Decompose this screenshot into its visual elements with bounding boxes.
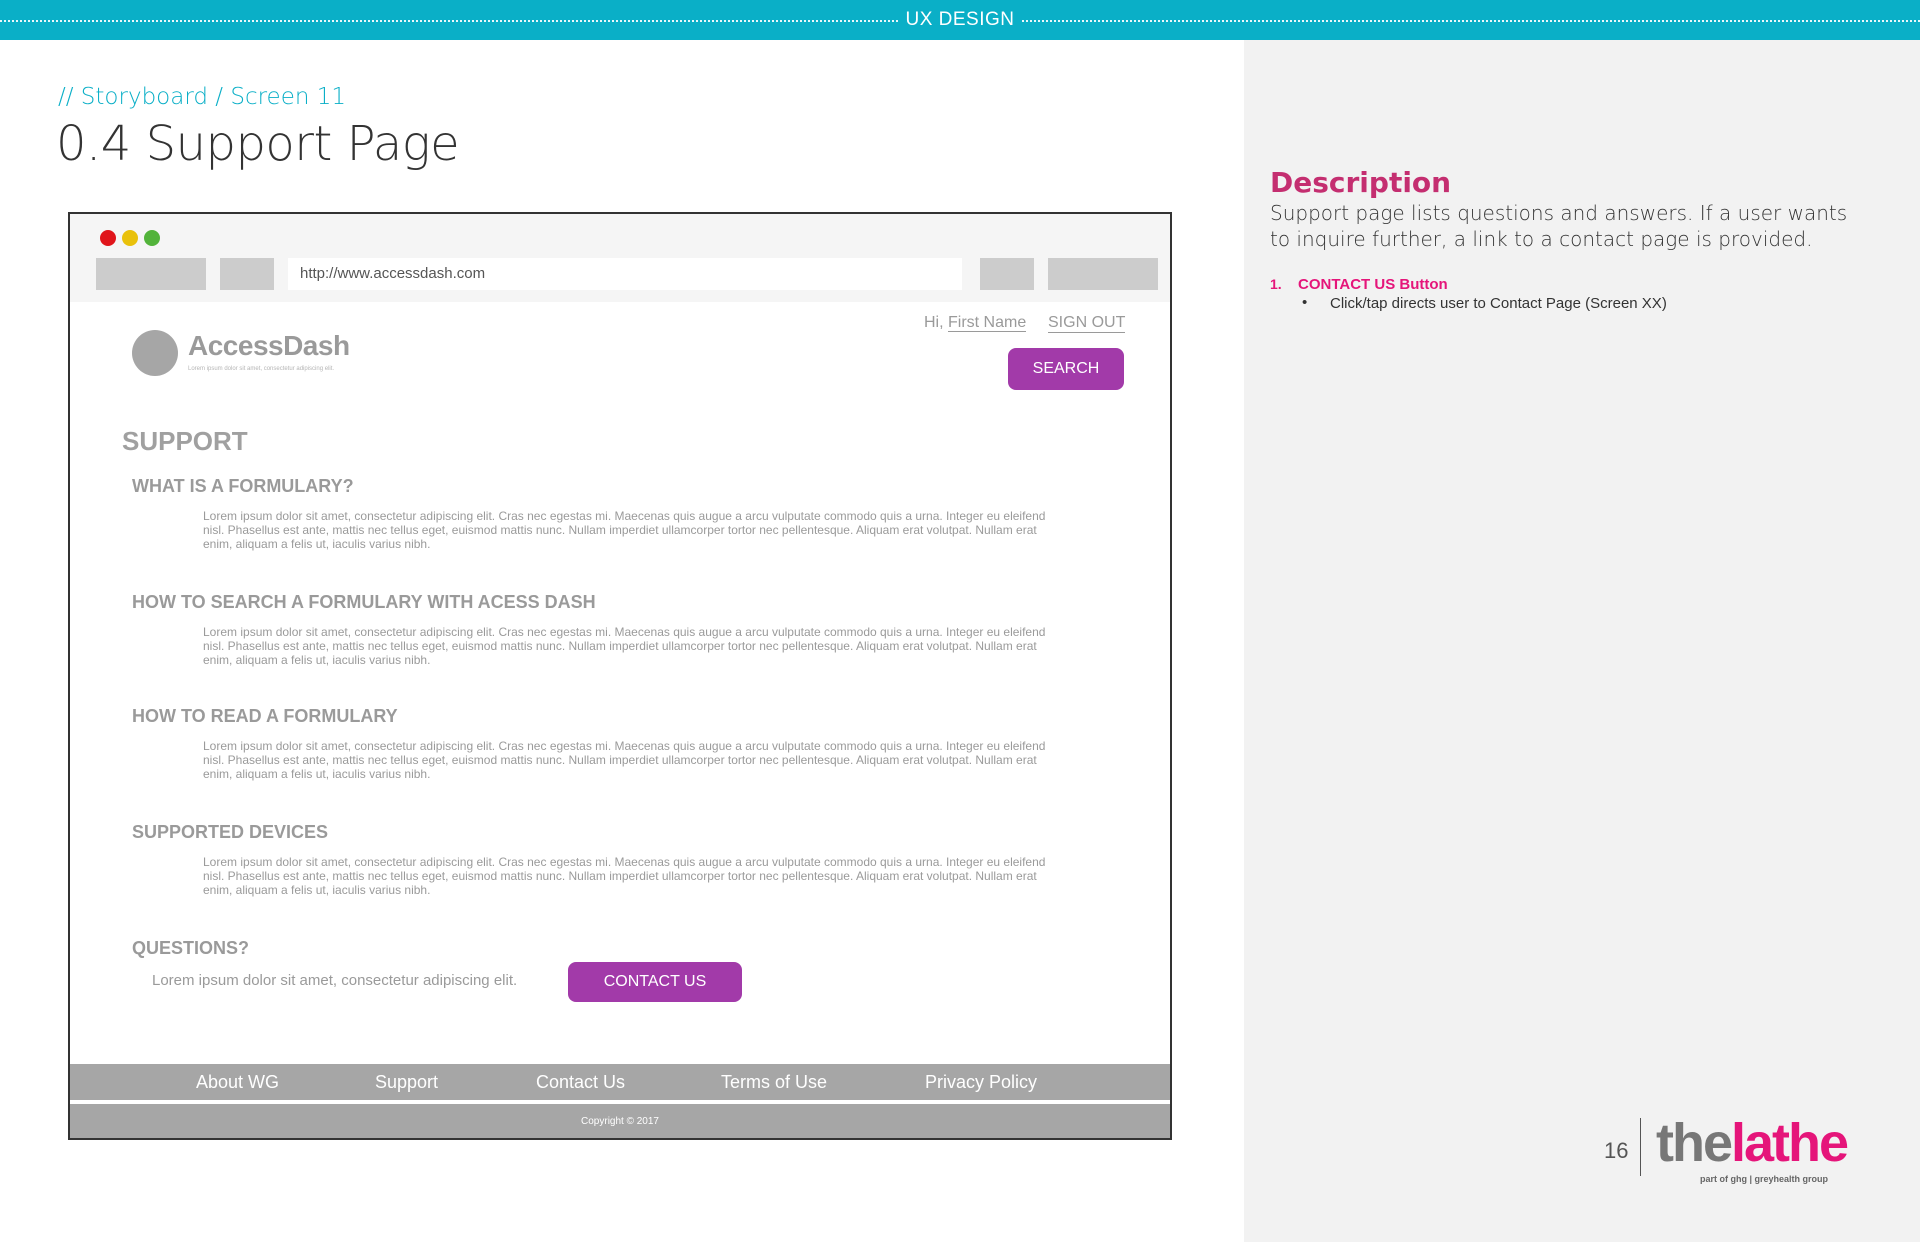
top-banner xyxy=(0,0,1920,40)
faq-question: SUPPORTED DEVICES xyxy=(132,822,329,842)
browser-mockup xyxy=(68,212,1172,1140)
brand-logo xyxy=(1656,1112,1847,1174)
copyright: Copyright © 2017 xyxy=(581,1116,659,1127)
annotation-number: 1. xyxy=(1270,276,1282,292)
footer-link-privacy[interactable]: Privacy Policy xyxy=(925,1072,1038,1092)
brand-logo-part2: lathe xyxy=(1731,1113,1848,1173)
toolbar-button-placeholder[interactable] xyxy=(980,258,1034,290)
brand-tagline: part of ghg | greyhealth group xyxy=(1700,1174,1829,1184)
faq-item xyxy=(132,476,1063,551)
footer-link-about[interactable]: About WG xyxy=(196,1072,280,1092)
faq-item xyxy=(132,592,1063,667)
maximize-window-icon[interactable] xyxy=(144,230,160,246)
footer-link-support[interactable]: Support xyxy=(375,1072,439,1092)
description-heading: Description xyxy=(1270,166,1452,199)
brand-logo-part1: the xyxy=(1656,1113,1731,1173)
search-button[interactable]: SEARCH xyxy=(1008,348,1124,390)
annotation-detail: Click/tap directs user to Contact Page (Screen XX) xyxy=(1330,295,1667,312)
support-heading: SUPPORT xyxy=(122,426,248,456)
faq-answer: Lorem ipsum dolor sit amet, consectetur adipiscing elit. Cras nec egestas mi. Maecenas quis augue a arcu vulputate commodo quis a urna. Integer eu eleifend nisl. Phasellus est ante, mattis nec tellus eget, euismod mattis nunc. Nullam imperdiet ullamcorper tortor nec pellentesque. Aliquam erat volutpat. Nullam erat enim, aliquam a felis ut, iaculis varius nibh. xyxy=(203,855,1046,897)
page-title: 0.4 Support Page xyxy=(56,116,460,172)
minimize-window-icon[interactable] xyxy=(122,230,138,246)
logo-tagline: Lorem ipsum dolor sit amet, consectetur adipiscing elit. xyxy=(188,366,335,372)
browser-chrome xyxy=(70,214,1170,302)
bullet-icon: • xyxy=(1302,294,1308,311)
description-text: Support page lists questions and answers. If a user wants to inquire further, a link to a contact page is provided. xyxy=(1270,201,1848,251)
faq-item xyxy=(132,706,1063,781)
footer-divider xyxy=(70,1100,1170,1104)
toolbar-button-placeholder-wide[interactable] xyxy=(1048,258,1158,290)
faq-question: HOW TO READ A FORMULARY xyxy=(132,706,398,726)
back-button-placeholder[interactable] xyxy=(96,258,206,290)
greeting-prefix: Hi, xyxy=(924,314,948,331)
close-window-icon[interactable] xyxy=(100,230,116,246)
breadcrumb: // Storyboard / Screen 11 xyxy=(58,84,347,110)
banner-label: UX DESIGN xyxy=(905,9,1015,30)
faq-question: HOW TO SEARCH A FORMULARY WITH ACESS DASH xyxy=(132,592,596,612)
page-number-divider xyxy=(1640,1118,1641,1176)
questions-heading: QUESTIONS? xyxy=(132,938,250,958)
footer-link-contact[interactable]: Contact Us xyxy=(536,1072,626,1092)
faq-answer: Lorem ipsum dolor sit amet, consectetur adipiscing elit. Cras nec egestas mi. Maecenas quis augue a arcu vulputate commodo quis a urna. Integer eu eleifend nisl. Phasellus est ante, mattis nec tellus eget, euismod mattis nunc. Nullam imperdiet ullamcorper tortor nec pellentesque. Aliquam erat volutpat. Nullam erat enim, aliquam a felis ut, iaculis varius nibh. xyxy=(203,625,1046,667)
faq-question: WHAT IS A FORMULARY? xyxy=(132,476,354,496)
sign-out-link[interactable]: SIGN OUT xyxy=(1048,314,1126,331)
questions-text: Lorem ipsum dolor sit amet, consectetur adipiscing elit. xyxy=(152,972,518,989)
footer-link-terms[interactable]: Terms of Use xyxy=(721,1072,828,1092)
site-footer xyxy=(70,1064,1170,1138)
faq-item xyxy=(132,822,1063,897)
annotation-title: CONTACT US Button xyxy=(1298,276,1448,293)
logo-icon xyxy=(132,330,178,376)
user-greeting xyxy=(924,314,1026,332)
faq-answer: Lorem ipsum dolor sit amet, consectetur adipiscing elit. Cras nec egestas mi. Maecenas quis augue a arcu vulputate commodo quis a urna. Integer eu eleifend nisl. Phasellus est ante, mattis nec tellus eget, euismod mattis nunc. Nullam imperdiet ullamcorper tortor nec pellentesque. Aliquam erat volutpat. Nullam erat enim, aliquam a felis ut, iaculis varius nibh. xyxy=(203,739,1046,781)
faq-answer: Lorem ipsum dolor sit amet, consectetur adipiscing elit. Cras nec egestas mi. Maecenas quis augue a arcu vulputate commodo quis a urna. Integer eu eleifend nisl. Phasellus est ante, mattis nec tellus eget, euismod mattis nunc. Nullam imperdiet ullamcorper tortor nec pellentesque. Aliquam erat volutpat. Nullam erat enim, aliquam a felis ut, iaculis varius nibh. xyxy=(203,509,1046,551)
banner-dotted-line-left xyxy=(0,20,898,22)
address-bar[interactable]: http://www.accessdash.com xyxy=(288,258,962,290)
forward-button-placeholder[interactable] xyxy=(220,258,274,290)
user-name-link[interactable]: First Name xyxy=(948,314,1027,331)
logo-name[interactable]: AccessDash xyxy=(188,330,350,361)
banner-dotted-line-right xyxy=(1022,20,1920,22)
page-number: 16 xyxy=(1604,1138,1629,1163)
contact-us-button[interactable]: CONTACT US xyxy=(568,962,742,1002)
